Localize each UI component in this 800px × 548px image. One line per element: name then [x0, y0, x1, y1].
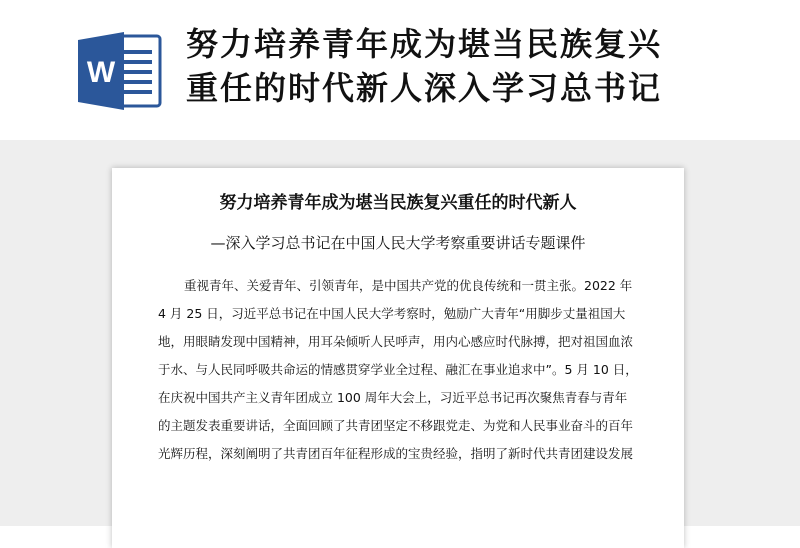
paragraph-line: 的主题发表重要讲话，全面回顾了共青团坚定不移跟党走、为党和人民事业奋斗的百年: [158, 418, 634, 433]
paragraph-line: 于水、与人民同呼吸共命运的情感贯穿学业全过程、融汇在事业追求中”。5 月 10 日，: [158, 362, 638, 377]
document-page: [112, 168, 684, 548]
paragraph-line: 光辉历程，深刻阐明了共青团百年征程形成的宝贵经验，指明了新时代共青团建设发展: [158, 446, 634, 461]
paragraph-line: 4 月 25 日，习近平总书记在中国人民大学考察时，勉励广大青年“用脚步丈量祖国大: [158, 306, 626, 321]
header-title-line-2: 重任的时代新人深入学习总书记: [186, 69, 663, 107]
document-subtitle: —深入学习总书记在中国人民大学考察重要讲话专题课件: [210, 234, 586, 252]
svg-text:W: W: [86, 56, 116, 89]
body-paragraph: [158, 272, 638, 468]
header-title-line-1: 努力培养青年成为堪当民族复兴: [186, 25, 663, 63]
header-title: [186, 22, 786, 110]
paragraph-line: 重视青年、关爱青年、引领青年，是中国共产党的优良传统和一贯主张。2022 年: [184, 278, 633, 293]
document-title: 努力培养青年成为堪当民族复兴重任的时代新人: [219, 193, 577, 213]
word-document-icon: [78, 30, 164, 112]
paragraph-line: 在庆祝中国共产主义青年团成立 100 周年大会上，习近平总书记再次聚焦青春与青年: [158, 390, 628, 405]
paragraph-line: 地，用眼睛发现中国精神，用耳朵倾听人民呼声，用内心感应时代脉搏，把对祖国血浓: [158, 334, 634, 349]
header-banner: [0, 0, 800, 140]
